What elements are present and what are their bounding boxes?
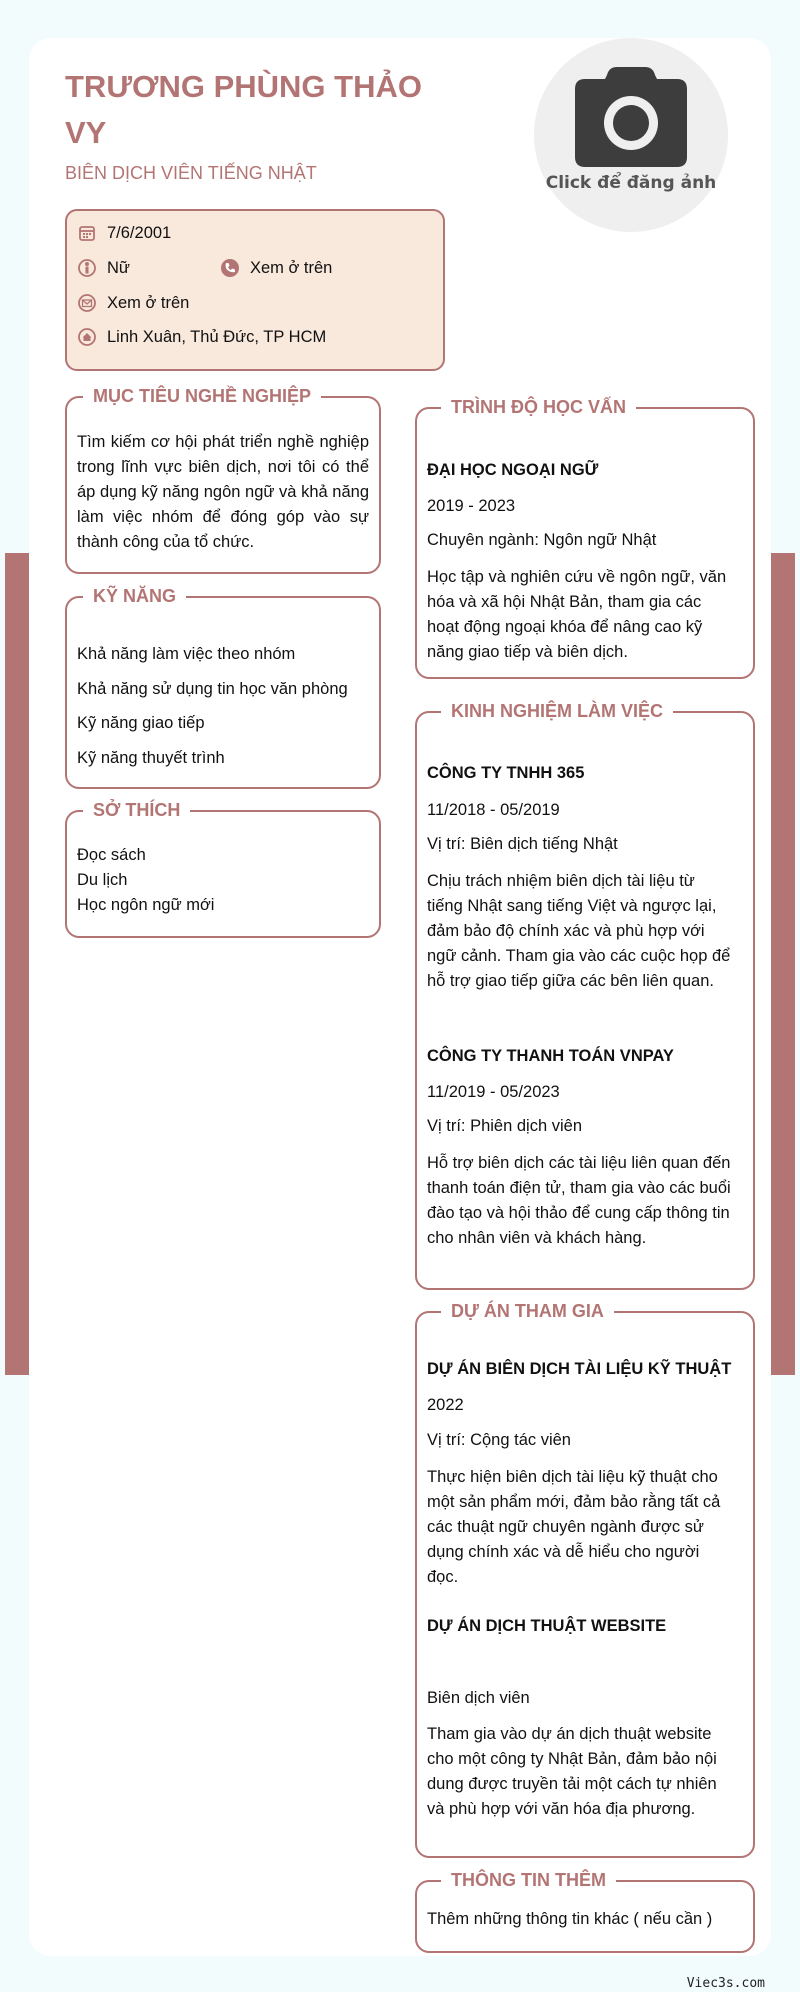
projects-section [415,1301,755,1858]
job-company: CÔNG TY TNHH 365 [427,764,585,782]
extra-info-title: THÔNG TIN THÊM [441,1868,616,1892]
education-period: 2019 - 2023 [427,497,516,515]
watermark: Viec3s.com [686,1976,765,1991]
email-value: Xem ở trên [107,293,190,312]
email-icon [77,293,97,313]
photo-upload-label: Click để đăng ảnh [545,173,717,193]
hobby-item: Đọc sách [77,846,146,864]
job-position: Vị trí: Biên dịch tiếng Nhật [427,835,618,853]
education-description: Học tập và nghiên cứu về ngôn ngữ, văn hóa và xã hội Nhật Bản, tham gia các hoạt động ngoại khóa để nâng cao kỹ năng giao tiếp và biên dịch. [427,568,727,661]
email-row [77,293,189,313]
experience-title: KINH NGHIỆM LÀM VIỆC [441,699,673,723]
experience-section [415,701,755,1290]
left-accent-bar [5,553,29,1375]
skill-item: Kỹ năng giao tiếp [77,714,205,732]
gender-icon [77,258,97,278]
education-section [415,397,755,679]
hobbies-section [65,800,381,938]
education-title: TRÌNH ĐỘ HỌC VẤN [441,395,636,419]
candidate-role: BIÊN DỊCH VIÊN TIẾNG NHẬT [65,163,317,183]
project-position: Biên dịch viên [427,1689,530,1707]
hobby-item: Du lịch [77,871,128,889]
project-description: Thực hiện biên dịch tài liệu kỹ thuật cho một sản phẩm mới, đảm bảo rằng tất cả các thuật ngữ chuyên ngành được sử dụng chính xác và dễ hiểu cho người đọc. [427,1468,721,1586]
extra-info-section [415,1870,755,1953]
project-year: 2022 [427,1396,464,1414]
camera-icon [573,65,689,169]
skill-item: Khả năng sử dụng tin học văn phòng [77,680,348,698]
skill-item: Kỹ năng thuyết trình [77,749,225,767]
address-value: Linh Xuân, Thủ Đức, TP HCM [107,327,327,346]
photo-upload[interactable] [534,38,728,232]
objective-section [65,386,381,574]
birthday-value: 7/6/2001 [107,223,172,242]
contact-info-box [65,209,445,371]
right-accent-bar [771,553,795,1375]
objective-text: Tìm kiếm cơ hội phát triển nghề nghiệp trong lĩnh vực biên dịch, nơi tôi có thể áp dụng kỹ năng ngôn ngữ và khả năng làm việc nhóm để đóng góp vào sự thành công của tổ chức. [77,433,369,551]
gender-row [77,258,130,278]
objective-title: MỤC TIÊU NGHỀ NGHIỆP [83,384,321,408]
project-position: Vị trí: Cộng tác viên [427,1431,571,1449]
birthday-row [77,223,171,243]
job-period: 11/2019 - 05/2023 [427,1083,560,1101]
project-name: DỰ ÁN BIÊN DỊCH TÀI LIỆU KỸ THUẬT [427,1360,732,1378]
gender-value: Nữ [107,258,130,277]
job-description: Chịu trách nhiệm biên dịch tài liệu từ tiếng Nhật sang tiếng Việt và ngược lại, đảm bảo độ chính xác và phù hợp với ngữ cảnh. Tham gia vào các cuộc họp để hỗ trợ giao tiếp giữa các bên liên quan. [427,872,731,990]
phone-value: Xem ở trên [250,258,333,277]
candidate-name: TRƯƠNG PHÙNG THẢO VY [65,69,422,150]
phone-icon [220,258,240,278]
project-description: Tham gia vào dự án dịch thuật website cho một công ty Nhật Bản, đảm bảo nội dung được truyền tải một cách tự nhiên và phù hợp với văn hóa địa phương. [427,1725,717,1818]
skills-title: KỸ NĂNG [83,584,186,608]
address-row [77,327,326,347]
calendar-icon [77,223,97,243]
job-company: CÔNG TY THANH TOÁN VNPAY [427,1047,674,1065]
education-school: ĐẠI HỌC NGOẠI NGỮ [427,461,599,479]
education-major: Chuyên ngành: Ngôn ngữ Nhật [427,531,657,549]
skills-section [65,586,381,789]
extra-info-text: Thêm những thông tin khác ( nếu cần ) [427,1910,713,1928]
job-position: Vị trí: Phiên dịch viên [427,1117,582,1135]
project-name: DỰ ÁN DỊCH THUẬT WEBSITE [427,1617,667,1635]
projects-title: DỰ ÁN THAM GIA [441,1299,614,1323]
home-icon [77,327,97,347]
hobby-item: Học ngôn ngữ mới [77,896,215,914]
job-period: 11/2018 - 05/2019 [427,801,560,819]
skill-item: Khả năng làm việc theo nhóm [77,645,296,663]
hobbies-title: SỞ THÍCH [83,798,190,822]
job-description: Hỗ trợ biên dịch các tài liệu liên quan đến thanh toán điện tử, tham gia vào các buổi đào tạo và hội thảo để cung cấp thông tin cho nhân viên và khách hàng. [427,1154,731,1247]
phone-row [220,258,332,278]
